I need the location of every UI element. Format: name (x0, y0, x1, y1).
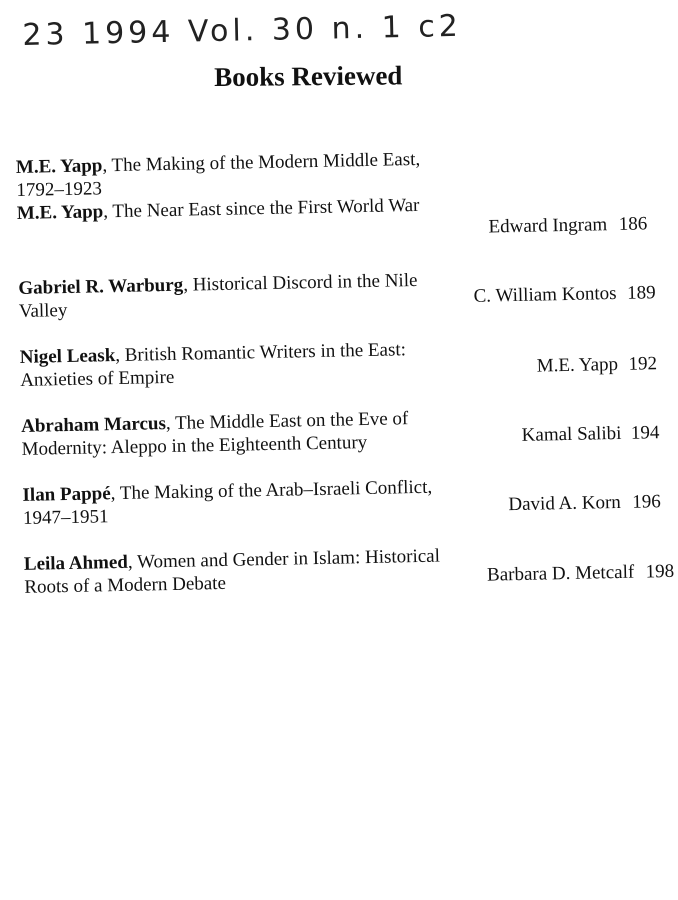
page-number: 194 (630, 422, 660, 444)
book-citation: M.E. Yapp, The Near East since the First World War (16, 194, 420, 224)
reviewer-name: C. William Kontos (473, 282, 617, 307)
page-number: 196 (632, 491, 661, 513)
book-title: Historical Discord in the Nile Valley (18, 269, 418, 322)
book-author: Nigel Leask (19, 345, 116, 368)
review-entry (20, 402, 671, 460)
book-author: Ilan Pappé (22, 483, 111, 506)
book-title: The Middle East on the Eve of Modernity: Aleppo in the Eighteenth Century (21, 408, 409, 460)
book-author: Leila Ahmed (23, 551, 129, 575)
review-entry (22, 471, 672, 529)
entry-books (21, 406, 452, 461)
book-author: M.E. Yapp (15, 155, 103, 178)
book-author: M.E. Yapp (16, 201, 104, 224)
book-title: The Making of the Arab–Israeli Conflict, 1947–1951 (22, 476, 433, 529)
page-title: Books Reviewed (214, 60, 403, 92)
book-title: British Romantic Writers in the East: Anxieties of Empire (20, 339, 407, 391)
review-entry (23, 540, 675, 598)
review-entry (19, 333, 670, 391)
reviewer-name: M.E. Yapp (536, 353, 619, 377)
entry-books (20, 337, 451, 392)
reviewer-name: David A. Korn (508, 491, 622, 516)
book-author: Gabriel R. Warburg (18, 274, 184, 299)
entry-books (16, 147, 447, 225)
review-entry (18, 264, 668, 322)
book-citation: Gabriel R. Warburg, Historical Discord in the Nile Valley (18, 269, 418, 322)
review-entry (15, 143, 666, 238)
book-citation: Nigel Leask, British Romantic Writers in the East: Anxieties of Empire (19, 339, 407, 391)
page-number: 189 (626, 282, 656, 304)
handwritten-annotation: 23 1994 Vol. 30 n. 1 c2 (22, 8, 463, 53)
book-author: Abraham Marcus (20, 413, 167, 437)
entry-books (18, 268, 449, 323)
reviewer-name: Barbara D. Metcalf (486, 561, 635, 586)
page-number: 186 (618, 213, 648, 235)
book-title: The Near East since the First World War (112, 194, 420, 223)
book-citation: M.E. Yapp, The Making of the Modern Middle East, 1792–1923 (15, 148, 421, 201)
page-number: 198 (645, 560, 675, 583)
book-citation: Ilan Pappé, The Making of the Arab–Israeli Conflict, 1947–1951 (22, 476, 433, 529)
reviewer-name: Edward Ingram (488, 214, 608, 238)
page-number: 192 (628, 353, 658, 375)
book-citation: Abraham Marcus, The Middle East on the Eve of Modernity: Aleppo in the Eighteenth Century (20, 408, 409, 460)
reviewer-name: Kamal Salibi (521, 422, 622, 446)
book-title: Women and Gender in Islam: Historical Roots of a Modern Debate (24, 545, 441, 598)
book-title: The Making of the Modern Middle East, 1792–1923 (16, 148, 421, 201)
entry-books (24, 544, 455, 599)
entry-books (22, 475, 453, 530)
book-citation: Leila Ahmed, Women and Gender in Islam: Historical Roots of a Modern Debate (23, 545, 441, 598)
